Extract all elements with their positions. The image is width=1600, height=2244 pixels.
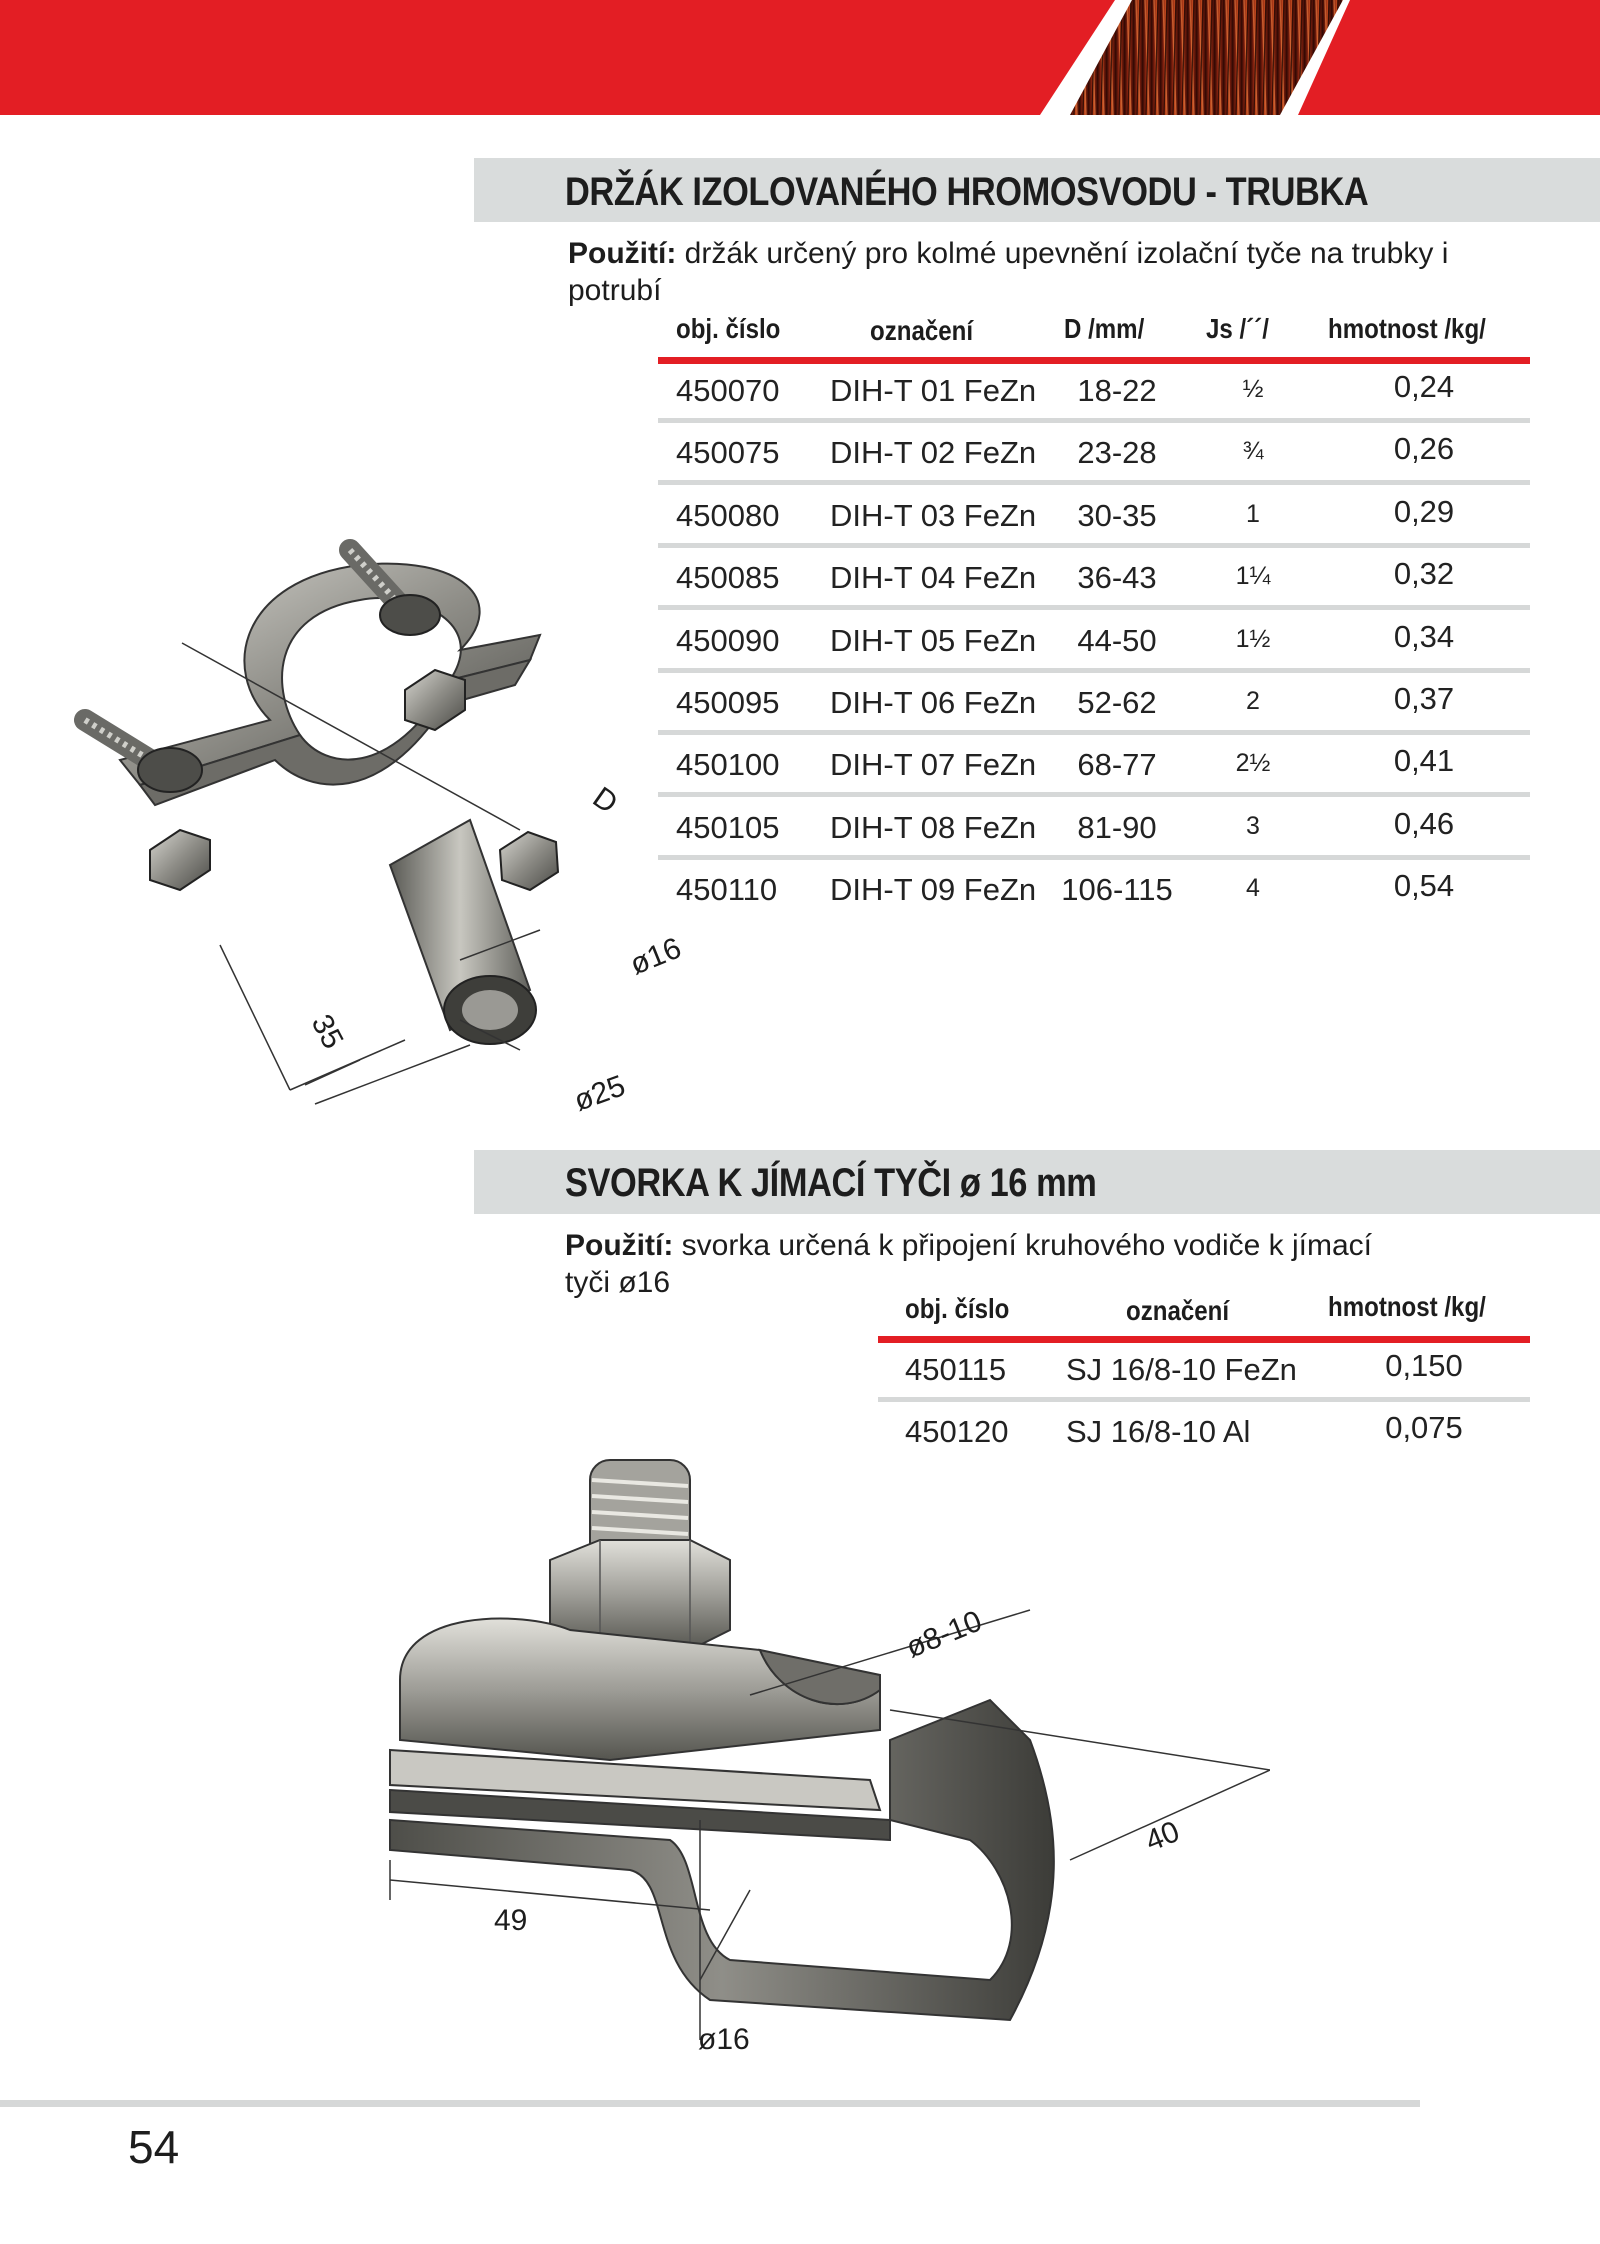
cell-obj-cislo: 450120 [905, 1414, 1009, 1450]
cell-oznaceni: SJ 16/8-10 FeZn [1066, 1352, 1297, 1387]
col-header-obj-cislo: obj. číslo [676, 313, 781, 344]
cell-js: 1½ [1235, 624, 1271, 653]
cell-hmotnost: 0,41 [1393, 743, 1455, 779]
cell-obj-cislo: 450105 [676, 809, 780, 845]
cell-d-mm: 18-22 [1077, 373, 1157, 408]
cell-obj-cislo: 450075 [676, 435, 780, 471]
usage-text: svorka určená k připojení kruhového vodiče k jímací [681, 1229, 1372, 1262]
col-header-obj-cislo: obj. číslo [905, 1293, 1010, 1324]
cell-oznaceni: DIH-T 09 FeZn [830, 872, 1037, 908]
row-divider [658, 855, 1530, 860]
usage-label: Použití: [565, 1229, 674, 1262]
cell-js: 4 [1246, 874, 1260, 903]
cell-hmotnost: 0,29 [1393, 493, 1455, 529]
cell-oznaceni: DIH-T 03 FeZn [830, 497, 1037, 533]
cell-d-mm: 52-62 [1077, 685, 1157, 720]
cell-js: ½ [1242, 375, 1264, 403]
usage-label: Použití: [568, 237, 677, 270]
row-divider [658, 668, 1530, 673]
cell-oznaceni: DIH-T 01 FeZn [830, 373, 1037, 408]
cell-hmotnost: 0,54 [1393, 868, 1455, 904]
row-divider [658, 605, 1530, 610]
usage-text: držák určený pro kolmé upevnění izolační tyče na trubky i [684, 237, 1449, 270]
cell-obj-cislo: 450110 [676, 872, 778, 908]
row-divider [658, 418, 1530, 423]
dim-label-35: 35 [304, 1009, 350, 1055]
cell-oznaceni: DIH-T 04 FeZn [830, 560, 1037, 596]
pipe-clamp-holder-illustration [60, 520, 720, 1120]
cell-js: 2 [1246, 687, 1260, 715]
row-divider [658, 792, 1530, 797]
cell-hmotnost: 0,150 [1385, 1348, 1463, 1383]
cell-hmotnost: 0,37 [1393, 681, 1455, 716]
col-header-js: Js /´´/ [1206, 313, 1269, 344]
cell-js: 1¼ [1235, 562, 1271, 591]
row-divider [878, 1397, 1530, 1402]
cell-d-mm: 36-43 [1077, 560, 1157, 596]
dim-label-d: D [586, 780, 624, 821]
section-1-usage [568, 235, 1568, 309]
row-divider [658, 543, 1530, 548]
cell-obj-cislo: 450080 [676, 497, 780, 533]
cell-oznaceni: DIH-T 08 FeZn [830, 809, 1037, 845]
cell-d-mm: 23-28 [1077, 435, 1157, 471]
cell-hmotnost: 0,24 [1393, 369, 1455, 404]
cell-oznaceni: SJ 16/8-10 Al [1066, 1414, 1251, 1450]
dim-label-40: 40 [1140, 1814, 1185, 1859]
cell-oznaceni: DIH-T 02 FeZn [830, 435, 1037, 471]
cell-obj-cislo: 450115 [905, 1352, 1007, 1387]
col-header-hmotnost: hmotnost /kg/ [1328, 313, 1486, 344]
section-1-title: DRŽÁK IZOLOVANÉHO HROMOSVODU - TRUBKA [565, 170, 1369, 214]
cell-d-mm: 30-35 [1077, 497, 1157, 533]
cell-d-mm: 81-90 [1077, 809, 1157, 845]
cell-oznaceni: DIH-T 07 FeZn [830, 747, 1037, 783]
cell-obj-cislo: 450085 [676, 560, 780, 596]
cell-d-mm: 106-115 [1061, 872, 1173, 908]
cell-obj-cislo: 450100 [676, 747, 780, 783]
cell-js: 1 [1246, 499, 1260, 528]
dim-label-o16: ø16 [625, 931, 686, 982]
cell-hmotnost: 0,34 [1393, 618, 1455, 654]
cell-oznaceni: DIH-T 05 FeZn [830, 622, 1037, 658]
section-2-title: SVORKA K JÍMACÍ TYČI ø 16 mm [565, 1161, 1097, 1205]
footer-rule [0, 2100, 1420, 2107]
cell-hmotnost: 0,46 [1393, 805, 1455, 841]
cell-obj-cislo: 450095 [676, 685, 780, 720]
cell-d-mm: 44-50 [1077, 622, 1157, 658]
cell-js: 3 [1246, 811, 1260, 840]
col-header-oznaceni: označení [870, 315, 974, 346]
rod-clamp-illustration [370, 1440, 1270, 2050]
page-number: 54 [128, 2121, 180, 2173]
usage-text-cont: tyči ø16 [565, 1266, 671, 1299]
dim-label-o8-10: ø8-10 [901, 1604, 987, 1665]
dim-label-o16: ø16 [698, 2023, 750, 2056]
col-header-hmotnost: hmotnost /kg/ [1328, 1291, 1486, 1322]
col-header-oznaceni: označení [1126, 1295, 1230, 1326]
cell-hmotnost: 0,075 [1385, 1410, 1463, 1446]
usage-text-cont: potrubí [568, 274, 662, 307]
row-divider [658, 730, 1530, 735]
cell-oznaceni: DIH-T 06 FeZn [830, 685, 1037, 720]
section-2-usage [565, 1227, 1565, 1301]
table-1-header-rule [658, 357, 1530, 364]
table-2-header-rule [878, 1336, 1530, 1343]
dim-label-o25: ø25 [569, 1069, 630, 1118]
col-header-d-mm: D /mm/ [1064, 313, 1145, 344]
cell-obj-cislo: 450090 [676, 622, 780, 658]
cell-js: 2½ [1235, 749, 1271, 778]
cell-obj-cislo: 450070 [676, 373, 780, 408]
cell-hmotnost: 0,26 [1393, 431, 1455, 467]
cell-hmotnost: 0,32 [1393, 556, 1455, 592]
cell-js: ¾ [1242, 437, 1264, 466]
cell-d-mm: 68-77 [1077, 747, 1157, 783]
row-divider [658, 480, 1530, 485]
dim-label-49: 49 [494, 1904, 528, 1937]
header-banner [0, 0, 1600, 115]
